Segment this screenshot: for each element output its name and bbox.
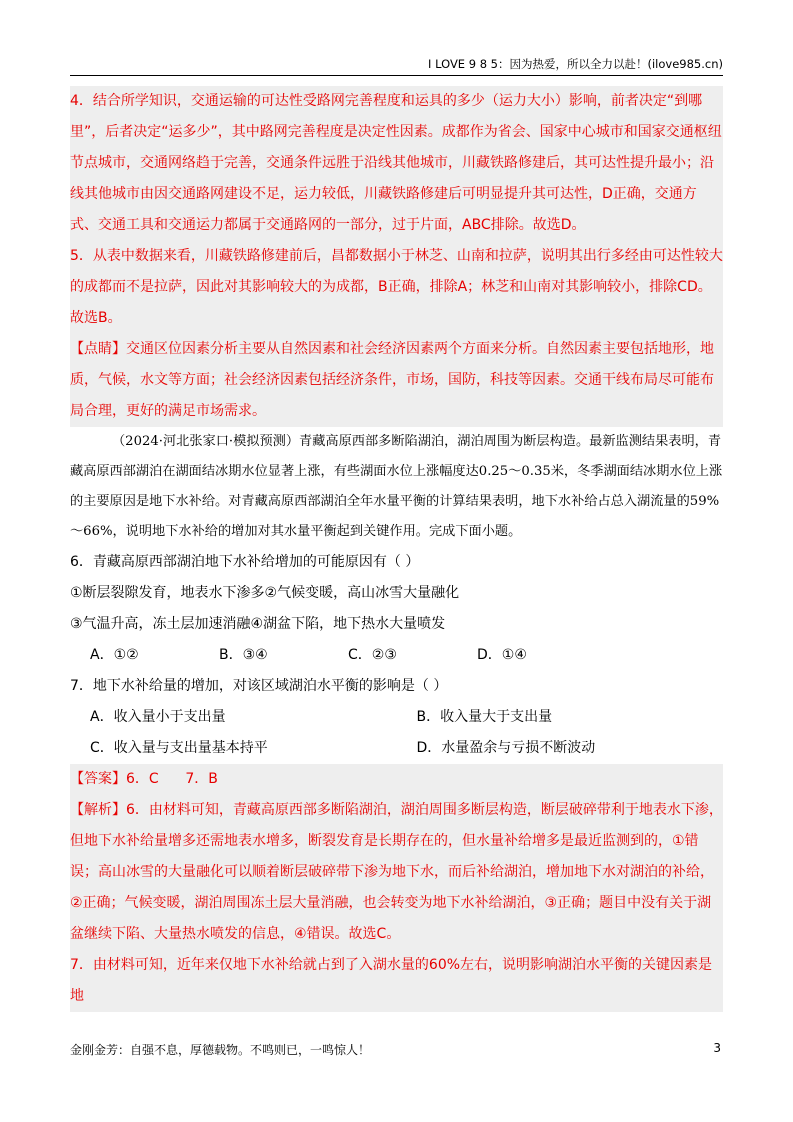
question-6-options <box>70 640 723 671</box>
option-d: D．水量盈余与亏损不断波动 <box>416 740 596 756</box>
footer-motto: 金刚金芳：自强不息，厚德载物。不鸣则已，一鸣惊人！ <box>70 1043 371 1057</box>
option-c: C．收入量与支出量基本持平 <box>90 740 268 756</box>
question-7-options <box>70 702 723 764</box>
option-a: A．收入量小于支出量 <box>90 709 226 725</box>
page-number: 3 <box>713 1041 721 1055</box>
answer-block <box>70 764 723 1012</box>
page-content <box>70 86 723 1012</box>
option-a: A．①② <box>90 647 139 663</box>
option-b: B．③④ <box>219 647 268 663</box>
key-point-paragraph: 【点睛】交通区位因素分析主要从自然因素和社会经济因素两个方面来分析。自然因素主要包括地形，地质，气候，水文等方面；社会经济因素包括经济条件，市场，国防，科技等因素。交通干线布局尽可能布局合理，更好的满足市场需求。 <box>70 341 714 419</box>
question-6-statements-1: ①断层裂隙发育，地表水下渗多②气候变暖，高山冰雪大量融化 <box>70 585 460 601</box>
analysis-paragraph: 5．从表中数据来看，川藏铁路修建前后，昌都数据小于林芝、山南和拉萨，说明其出行多经由可达性较大的成都而不是拉萨，因此对其影响较大的为成都，B正确，排除A；林芝和山南对其影响较小，排除CD。故选B。 <box>70 248 723 326</box>
analysis-block-top <box>70 86 723 427</box>
analysis-paragraph: 【解析】6．由材料可知，青藏高原西部多断陷湖泊，湖泊周围多断层构造，断层破碎带利于地表水下渗，但地下水补给量增多还需地表水增多，断裂发育是长期存在的，但水量补给增多是最近监测到的，①错误；高山冰雪的大量融化可以顺着断层破碎带下渗为地下水，而后补给湖泊，增加地下水对湖泊的补给，②正确；气候变暖，湖泊周围冻土层大量消融，也会转变为地下水补给湖泊，③正确；题目中没有关于湖盆继续下陷、大量热水喷发的信息，④错误。故选C。 <box>70 802 723 942</box>
answer-line: 【答案】6．C 7．B <box>70 771 218 787</box>
option-d: D．①④ <box>477 647 527 663</box>
question-6-stem: 6．青藏高原西部湖泊地下水补给增加的可能原因有（ ） <box>70 554 420 570</box>
analysis-paragraph: 4．结合所学知识，交通运输的可达性受路网完善程度和运具的多少（运力大小）影响，前者决定“到哪里”，后者决定“运多少”，其中路网完善程度是决定性因素。成都作为省会、国家中心城市和国家交通枢纽节点城市，交通网络趋于完善，交通条件远胜于沿线其他城市，川藏铁路修建后，其可达性提升最小；沿线其他城市由因交通路网建设不足，运力较低，川藏铁路修建后可明显提升其可达性，D正确，交通方式、交通工具和交通运力都属于交通路网的一部分，过于片面，ABC排除。故选D。 <box>70 93 722 233</box>
page-header: I LOVE 9 8 5：因为热爱，所以全力以赴！(ilove985.cn) <box>428 57 723 71</box>
header-divider <box>70 75 723 76</box>
question-6-statements-2: ③气温升高，冻土层加速消融④湖盆下陷，地下热水大量喷发 <box>70 616 446 632</box>
option-c: C．②③ <box>348 647 397 663</box>
analysis-paragraph: 7．由材料可知，近年来仅地下水补给就占到了入湖水量的60%左右，说明影响湖泊水平衡的关键因素是地 <box>70 957 713 1004</box>
option-b: B．收入量大于支出量 <box>416 709 553 725</box>
question-intro: （2024·河北张家口·模拟预测）青藏高原西部多断陷湖泊，湖泊周围为断层构造。最新监测结果表明，青藏高原西部湖泊在湖面结冰期水位显著上涨，有些湖面水位上涨幅度达0.25～0.35米，冬季湖面结冰期水位上涨的主要原因是地下水补给。对青藏高原西部湖泊全年水量平衡的计算结果表明，地下水补给占总入湖流量的59%～66%，说明地下水补给的增加对其水量平衡起到关键作用。完成下面小题。 <box>70 434 723 539</box>
question-7-stem: 7．地下水补给量的增加，对该区域湖泊水平衡的影响是（ ） <box>70 678 448 694</box>
